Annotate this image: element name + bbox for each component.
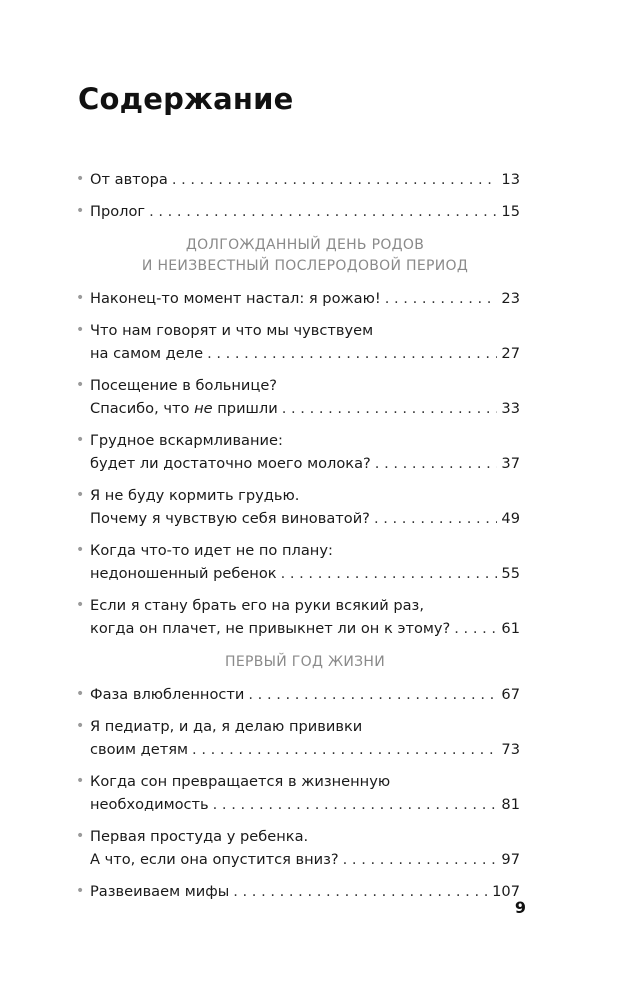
- toc-entry-line: [90, 287, 520, 310]
- bullet-icon: •: [76, 773, 85, 789]
- dot-leader: [207, 342, 497, 365]
- bullet-icon: •: [76, 828, 85, 844]
- toc-entry-line: [90, 429, 520, 452]
- dot-leader: [454, 617, 497, 640]
- toc-entry-title: Наконец-то момент настал: я рожаю!: [90, 290, 381, 307]
- toc-entry-title: Когда сон превращается в жизненную: [90, 773, 391, 790]
- dot-leader: [343, 848, 498, 871]
- bullet-icon: •: [76, 487, 85, 503]
- toc-entry-title: Посещение в больнице?: [90, 377, 278, 394]
- toc-page-number: 73: [501, 741, 520, 758]
- toc-entry-line: [90, 562, 520, 585]
- toc-entry-title: Я не буду кормить грудью.: [90, 487, 300, 504]
- toc-entry[interactable]: [76, 200, 520, 223]
- toc-page-number: 107: [492, 883, 520, 900]
- bullet-icon: •: [76, 686, 85, 702]
- toc-page-number: 13: [501, 171, 520, 188]
- toc-entry-line: [90, 617, 520, 640]
- toc-entry-title: будет ли достаточно моего молока?: [90, 455, 371, 472]
- dot-leader: [172, 168, 498, 191]
- toc-entry-line: [90, 880, 520, 903]
- bullet-icon: •: [76, 203, 85, 219]
- toc-entry-title: Я педиатр, и да, я делаю прививки: [90, 718, 363, 735]
- toc-entry[interactable]: [76, 770, 520, 816]
- toc-entry-title: недоношенный ребенок: [90, 565, 277, 582]
- toc-entry-line: [90, 484, 520, 507]
- dot-leader: [213, 793, 498, 816]
- toc-entry-title: От автора: [90, 171, 168, 188]
- toc-entry[interactable]: [76, 319, 520, 365]
- toc-entry-title: Если я стану брать его на руки всякий раз,: [90, 597, 424, 614]
- bullet-icon: •: [76, 432, 85, 448]
- toc-entry-line: [90, 342, 520, 365]
- toc-entry[interactable]: [76, 484, 520, 530]
- section-heading-line: И НЕИЗВЕСТНЫЙ ПОСЛЕРОДОВОЙ ПЕРИОД: [141, 258, 469, 274]
- bullet-icon: •: [76, 377, 85, 393]
- toc-entry-line: [90, 793, 520, 816]
- bullet-icon: •: [76, 322, 85, 338]
- dot-leader: [375, 452, 498, 475]
- toc-page-number: 27: [501, 345, 520, 362]
- toc-entry-title: Спасибо, что не пришли: [90, 400, 278, 417]
- toc-page-number: 61: [501, 620, 520, 637]
- toc-entry-line: [90, 200, 520, 223]
- toc-entry-title: Когда что-то идет не по плану:: [90, 542, 333, 559]
- toc-entry[interactable]: [76, 715, 520, 761]
- toc-entry-line: [90, 848, 520, 871]
- toc-list: [76, 168, 520, 912]
- dot-leader: [233, 880, 488, 903]
- toc-entry-title: Фаза влюбленности: [90, 686, 245, 703]
- toc-entry-line: [90, 770, 520, 793]
- toc-entry-line: [90, 319, 520, 342]
- toc-entry-title: своим детям: [90, 741, 189, 758]
- bullet-icon: •: [76, 171, 85, 187]
- toc-entry-line: [90, 374, 520, 397]
- toc-entry[interactable]: [76, 168, 520, 191]
- toc-entry-line: [90, 738, 520, 761]
- dot-leader: [149, 200, 497, 223]
- toc-entry-title: Грудное вскармливание:: [90, 432, 283, 449]
- section-heading: [76, 652, 520, 673]
- toc-entry-title: необходимость: [90, 796, 209, 813]
- dot-leader: [385, 287, 498, 310]
- toc-entry-line: [90, 825, 520, 848]
- toc-entry-title: А что, если она опустится вниз?: [90, 851, 339, 868]
- toc-entry-line: [90, 168, 520, 191]
- dot-leader: [374, 507, 497, 530]
- bullet-icon: •: [76, 290, 85, 306]
- toc-entry-title: Почему я чувствую себя виноватой?: [90, 510, 370, 527]
- dot-leader: [282, 397, 498, 420]
- page-title: Содержание: [78, 82, 294, 116]
- dot-leader: [281, 562, 498, 585]
- toc-entry-line: [90, 683, 520, 706]
- bullet-icon: •: [76, 542, 85, 558]
- toc-page-number: 33: [501, 400, 520, 417]
- toc-entry-line: [90, 539, 520, 562]
- bullet-icon: •: [76, 718, 85, 734]
- dot-leader: [248, 683, 497, 706]
- dot-leader: [192, 738, 497, 761]
- toc-entry[interactable]: [76, 429, 520, 475]
- emphasis-text: не: [194, 400, 213, 417]
- toc-entry[interactable]: [76, 287, 520, 310]
- toc-entry-title: Развеиваем мифы: [90, 883, 230, 900]
- toc-page-number: 37: [501, 455, 520, 472]
- toc-page-number: 23: [501, 290, 520, 307]
- toc-entry-line: [90, 715, 520, 738]
- toc-entry-line: [90, 594, 520, 617]
- toc-page-number: 15: [501, 203, 520, 220]
- toc-page-number: 81: [501, 796, 520, 813]
- section-heading: [76, 235, 520, 277]
- toc-entry-line: [90, 397, 520, 420]
- toc-entry[interactable]: [76, 683, 520, 706]
- toc-entry-line: [90, 452, 520, 475]
- toc-page-number: 49: [501, 510, 520, 527]
- section-heading-line: ДОЛГОЖДАННЫЙ ДЕНЬ РОДОВ: [185, 237, 425, 253]
- toc-entry-title: Пролог: [90, 203, 146, 220]
- toc-entry[interactable]: [76, 825, 520, 871]
- toc-entry-line: [90, 507, 520, 530]
- toc-entry[interactable]: [76, 539, 520, 585]
- toc-entry-title: на самом деле: [90, 345, 204, 362]
- toc-page-number: 55: [501, 565, 520, 582]
- bullet-icon: •: [76, 597, 85, 613]
- toc-entry[interactable]: [76, 594, 520, 640]
- page-number: 9: [514, 898, 526, 917]
- toc-page-number: 67: [501, 686, 520, 703]
- section-heading-line: ПЕРВЫЙ ГОД ЖИЗНИ: [225, 654, 385, 670]
- bullet-icon: •: [76, 883, 85, 899]
- toc-page-number: 97: [501, 851, 520, 868]
- toc-entry-title: Что нам говорят и что мы чувствуем: [90, 322, 374, 339]
- toc-entry[interactable]: [76, 374, 520, 420]
- toc-entry[interactable]: [76, 880, 520, 903]
- toc-entry-title: когда он плачет, не привыкнет ли он к этому?: [90, 620, 451, 637]
- toc-entry-title: Первая простуда у ребенка.: [90, 828, 309, 845]
